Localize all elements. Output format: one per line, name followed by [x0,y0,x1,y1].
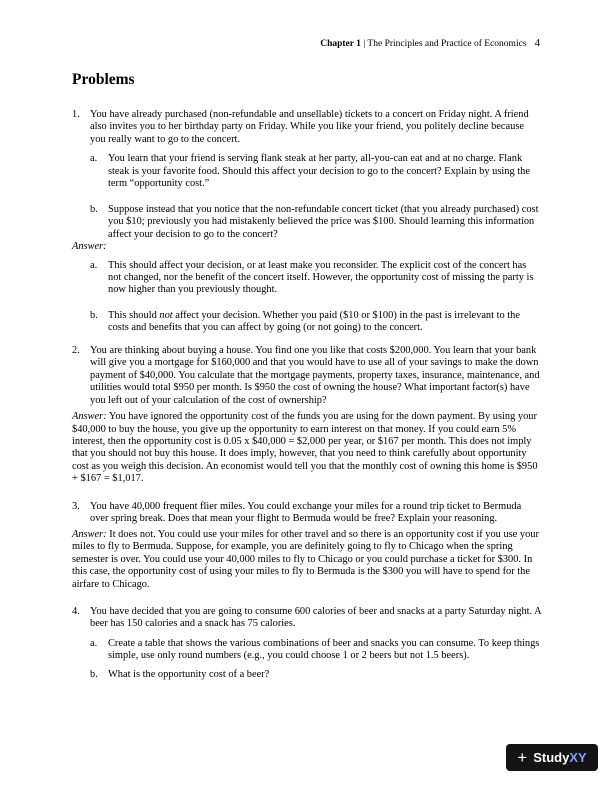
watermark-brand-xy: XY [569,750,587,765]
problem-1-part-b [90,204,542,241]
problem-4 [72,606,542,631]
problem-number: 2. [72,344,80,356]
answer-label: Answer: [72,528,107,540]
problem-1-parts [72,153,542,241]
problem-1-part-a [90,153,542,190]
watermark-brand-study: Study [533,750,570,765]
problem-number: 4. [72,605,80,617]
header-separator: | [360,39,368,49]
part-label: a. [90,637,98,649]
problem-text: You have decided that you are going to consume 600 calories of beer and snacks at a party Saturday night. A beer has 150 calories and a snack has 75 calories. [90,605,542,630]
answer-label: Answer: [72,241,107,253]
part-text: Suppose instead that you notice that the non-refundable concert ticket (that you already purchased) cost you $10; previously you had mistakenly believed the price was $100. Should learning this information affect your decision to go to the concert? [108,203,539,240]
problems-body [72,109,542,681]
answer-text-start: This should [108,309,160,321]
problem-4-parts [72,638,542,681]
plus-icon: + [517,748,528,767]
problem-number: 1. [72,109,80,120]
problem-1-answers [72,260,542,335]
chapter-subtitle: The Principles and Practice of Economics [367,39,527,49]
answer-emphasis: not [159,309,173,321]
studyxy-watermark [506,744,598,771]
part-text: You learn that your friend is serving flank steak at her party, all-you-can eat and at no charge. Flank steak is your favorite food. Should this affect your decision to go to the concert? Explain by using the term “opportunity cost.” [108,153,530,190]
answer-text [108,310,542,335]
part-label: a. [90,153,98,165]
problem-3-answer [72,529,542,591]
problem-2-answer [72,411,542,486]
problem-text: You have 40,000 frequent flier miles. You could exchange your miles for a round trip ticket to Bermuda over spring break. Does that mean your flight to Bermuda would be free? Explain your reasoning. [90,500,522,525]
part-label: a. [90,259,98,271]
problem-4-part-b [90,669,542,681]
part-label: b. [90,309,98,321]
problem-text: You are thinking about buying a house. You find one you like that costs $200,000. You learn that your bank will give you a mortgage for $160,000 and that you would have to use all of your savings to make the down payment of $40,000. You calculate that the mortgage payments, property taxes, insurance, maintenance, and utilities would total $950 per month. Is $950 the cost of owning the house? What important factor(s) have you left out of your calculation of the cost of ownership? [90,344,540,406]
problem-2 [72,345,542,407]
part-text: Create a table that shows the various combinations of beer and snacks you can consume. To keep things simple, use only round numbers (e.g., you could choose 1 or 2 beers but not 1.5 beers). [108,637,540,662]
answer-1-part-b [90,310,542,335]
answer-1-part-a [90,260,542,297]
answer-text: This should affect your decision, or at least make you reconsider. The explicit cost of the concert has not changed, nor the benefit of the concert itself. However, the opportunity cost of missing the party is now higher than you previously thought. [108,259,534,296]
part-text: What is the opportunity cost of a beer? [108,668,270,680]
problem-4-part-a [90,638,542,663]
answer-text: You have ignored the opportunity cost of the funds you are using for the down payment. By using your $40,000 to buy the house, you give up the opportunity to earn interest on that money. If you could earn 5% interest, then the opportunity cost is 0.05 x $40,000 = $2,000 per year, or $167 per month. This does not imply that you should not buy this house. It does imply, however, that you need to think carefully about opportunity cost as you weigh this decision. An economist would tell you that the monthly cost of owning this home is $950 + $167 = $1,017. [72,411,538,485]
page-number: 4 [534,37,540,49]
answer-text: It does not. You could use your miles for other travel and so there is an opportunity cost if you use your miles to fly to Bermuda. Suppose, for example, you are definitely going to fly to Chicago when the spring semester is over. You could use your 40,000 miles to fly to Chicago or you could purchase a ticket for $300. In this case, the opportunity cost of using your miles to fly to Bermuda is the $300 you will have to spend for the airfare to Chicago. [72,528,539,590]
problem-3 [72,501,542,526]
answer-text-end: affect your decision. Whether you paid ($10 or $100) in the past is irrelevant to the costs and benefits that you can affect by going (or not going) to the concert. [108,309,520,334]
part-label: b. [90,668,98,680]
problem-1 [72,109,542,146]
chapter-label: Chapter 1 [320,39,361,49]
problem-text: You have already purchased (non-refundable and unsellable) tickets to a concert on Friday night. A friend also invites you to her birthday party on Friday. While you like your friend, you politely decline because you really want to go to the concert. [90,109,529,145]
watermark-brand [533,750,586,765]
running-header [320,37,540,50]
page-title: Problems [72,71,135,88]
answer-label: Answer: [72,411,107,423]
problem-number: 3. [72,500,80,512]
part-label: b. [90,203,98,215]
